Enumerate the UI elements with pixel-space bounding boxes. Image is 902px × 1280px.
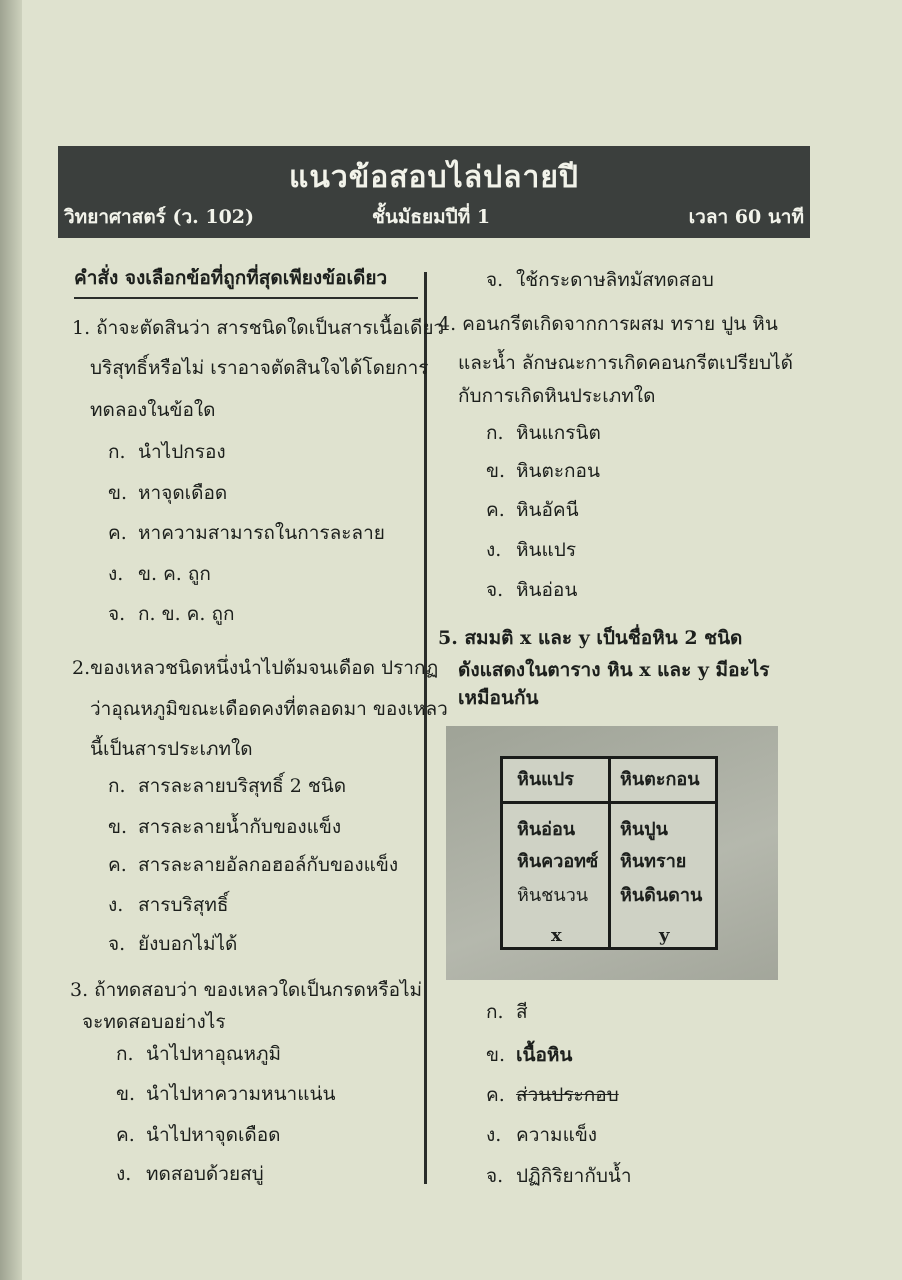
page-edge-shadow <box>0 0 22 1280</box>
table-cell-x: x <box>551 925 562 946</box>
choice-text: ข. ค. ถูก <box>138 563 211 585</box>
q4-line-3: กับการเกิดหินประเภทใด <box>458 385 656 407</box>
choice-letter: ง. <box>108 894 124 916</box>
q3-line-1: 3. ถ้าทดสอบว่า ของเหลวใดเป็นกรดหรือไม่ <box>70 979 423 1001</box>
q3-choice-c[interactable] <box>116 1123 281 1147</box>
q4-line-2: และน้ำ ลักษณะการเกิดคอนกรีตเปรียบได้ <box>458 352 794 374</box>
choice-text: สารละลายบริสุทธิ์ 2 ชนิด <box>138 775 347 797</box>
rock-table <box>500 756 718 950</box>
q1-choice-e[interactable] <box>108 602 234 626</box>
q1-choice-b[interactable] <box>108 481 227 505</box>
q5-choice-c[interactable] <box>486 1083 619 1107</box>
instruction: คำสั่ง จงเลือกข้อที่ถูกที่สุดเพียงข้อเดียว <box>74 267 388 289</box>
q2-choice-b[interactable] <box>108 815 341 839</box>
q2-line-3: นี้เป็นสารประเภทใด <box>90 738 253 760</box>
table-cell: หินควอทซ์ <box>517 851 599 872</box>
q2-line-2: ว่าอุณหภูมิขณะเดือดคงที่ตลอดมา ของเหลว <box>90 698 448 720</box>
q5-line-3: เหมือนกัน <box>458 687 539 709</box>
q2-line-1: 2.ของเหลวชนิดหนึ่งนำไปต้มจนเดือด ปรากฏ <box>72 657 439 679</box>
table-cell: หินอ่อน <box>517 819 576 840</box>
exam-title: แนวข้อสอบไล่ปลายปี <box>289 160 579 195</box>
choice-letter: ข. <box>486 1044 506 1066</box>
q4-line-1: 4. คอนกรีตเกิดจากการผสม ทราย ปูน หิน <box>438 313 778 335</box>
q5-choice-e[interactable] <box>486 1164 632 1188</box>
table-cell: หินดินดาน <box>620 885 703 906</box>
table-header-metamorphic: หินแปร <box>517 769 574 790</box>
choice-letter: ก. <box>116 1043 134 1065</box>
choice-letter: ง. <box>108 563 124 585</box>
choice-letter: ค. <box>108 522 127 544</box>
choice-text: ปฏิกิริยากับน้ำ <box>516 1165 632 1187</box>
choice-text: ยังบอกไม่ได้ <box>138 933 238 955</box>
table-cell: หินชนวน <box>517 885 589 906</box>
choice-text: นำไปกรอง <box>138 441 226 463</box>
choice-text: นำไปหาจุดเดือด <box>146 1124 281 1146</box>
choice-text: นำไปหาความหนาแน่น <box>146 1083 336 1105</box>
q2-choice-d[interactable] <box>108 893 228 917</box>
choice-text: หาความสามารถในการละลาย <box>138 522 385 544</box>
choice-letter: ค. <box>116 1124 135 1146</box>
choice-text: ส่วนประกอบ <box>516 1084 619 1106</box>
q5-line-1: 5. สมมติ x และ y เป็นชื่อหิน 2 ชนิด <box>438 627 743 649</box>
choice-text: สารละลายอัลกอฮอล์กับของแข็ง <box>138 854 399 876</box>
choice-text: นำไปหาอุณหภูมิ <box>146 1043 282 1065</box>
q3-choice-a[interactable] <box>116 1042 281 1066</box>
choice-letter: ง. <box>486 539 502 561</box>
choice-text: ใช้กระดาษลิทมัสทดสอบ <box>516 269 714 291</box>
q2-choice-c[interactable] <box>108 853 398 877</box>
q2-choice-e[interactable] <box>108 932 237 956</box>
choice-letter: ก. <box>108 441 126 463</box>
q5-line-2: ดังแสดงในตาราง หิน x และ y มีอะไร <box>458 659 770 681</box>
choice-letter: จ. <box>486 579 504 601</box>
table-cell: หินปูน <box>620 819 668 840</box>
choice-text: หินอ่อน <box>516 579 578 601</box>
choice-letter: ข. <box>108 482 128 504</box>
q4-choice-b[interactable] <box>486 459 600 483</box>
q1-line-2: บริสุทธิ์หรือไม่ เราอาจตัดสินใจได้โดยการ <box>90 357 429 379</box>
choice-letter: ข. <box>116 1083 136 1105</box>
table-cell: หินทราย <box>620 851 687 872</box>
choice-letter: ค. <box>108 854 127 876</box>
subject-label: วิทยาศาสตร์ (ว. 102) <box>64 206 255 228</box>
q1-line-1: 1. ถ้าจะตัดสินว่า สารชนิดใดเป็นสารเนื้อเดียว <box>72 317 445 339</box>
choice-text: เนื้อหิน <box>516 1044 573 1066</box>
choice-letter: จ. <box>108 603 126 625</box>
q1-choice-a[interactable] <box>108 440 226 464</box>
choice-letter: จ. <box>486 269 504 291</box>
table-header-sedimentary: หินตะกอน <box>620 769 700 790</box>
q3-choice-b[interactable] <box>116 1082 335 1106</box>
choice-letter: ข. <box>486 460 506 482</box>
choice-text: หินแกรนิต <box>516 422 601 444</box>
q4-choice-d[interactable] <box>486 538 576 562</box>
choice-text: สี <box>516 1001 528 1023</box>
instruction-underline <box>74 297 418 299</box>
choice-letter: ก. <box>108 775 126 797</box>
choice-letter: ง. <box>116 1163 132 1185</box>
choice-letter: จ. <box>486 1165 504 1187</box>
q3-choice-d[interactable] <box>116 1162 264 1186</box>
choice-text: ทดสอบด้วยสบู่ <box>146 1163 264 1185</box>
choice-text: หาจุดเดือด <box>138 482 228 504</box>
choice-letter: ก. <box>486 422 504 444</box>
table-column-rule <box>608 759 611 947</box>
q3-line-2: จะทดสอบอย่างไร <box>82 1011 226 1033</box>
q2-choice-a[interactable] <box>108 774 346 798</box>
q4-choice-e[interactable] <box>486 578 577 602</box>
exam-header <box>58 146 810 238</box>
q1-line-3: ทดลองในข้อใด <box>90 399 216 421</box>
choice-text: หินแปร <box>516 539 577 561</box>
q5-choice-a[interactable] <box>486 1000 528 1024</box>
table-cell-y: y <box>659 925 670 946</box>
q1-choice-d[interactable] <box>108 562 211 586</box>
table-header-rule <box>503 801 715 804</box>
exam-info-row <box>64 202 804 232</box>
q5-choice-b[interactable] <box>486 1043 572 1067</box>
choice-text: สารละลายน้ำกับของแข็ง <box>138 816 342 838</box>
column-divider <box>424 272 427 1184</box>
q5-choice-d[interactable] <box>486 1123 597 1147</box>
choice-letter: ง. <box>486 1124 502 1146</box>
q1-choice-c[interactable] <box>108 521 385 545</box>
time-label: เวลา 60 นาที <box>688 206 804 228</box>
q3-choice-e[interactable] <box>486 268 714 292</box>
choice-letter: ก. <box>486 1001 504 1023</box>
choice-text: หินตะกอน <box>516 460 600 482</box>
grade-label: ชั้นมัธยมปีที่ 1 <box>372 206 491 228</box>
choice-letter: จ. <box>108 933 126 955</box>
choice-letter: ข. <box>108 816 128 838</box>
choice-letter: ค. <box>486 1084 505 1106</box>
choice-letter: ค. <box>486 499 505 521</box>
choice-text: สารบริสุทธิ์ <box>138 894 229 916</box>
choice-text: หินอัคนี <box>516 499 579 521</box>
q4-choice-c[interactable] <box>486 498 579 522</box>
q4-choice-a[interactable] <box>486 421 601 445</box>
choice-text: ก. ข. ค. ถูก <box>138 603 235 625</box>
choice-text: ความแข็ง <box>516 1124 598 1146</box>
